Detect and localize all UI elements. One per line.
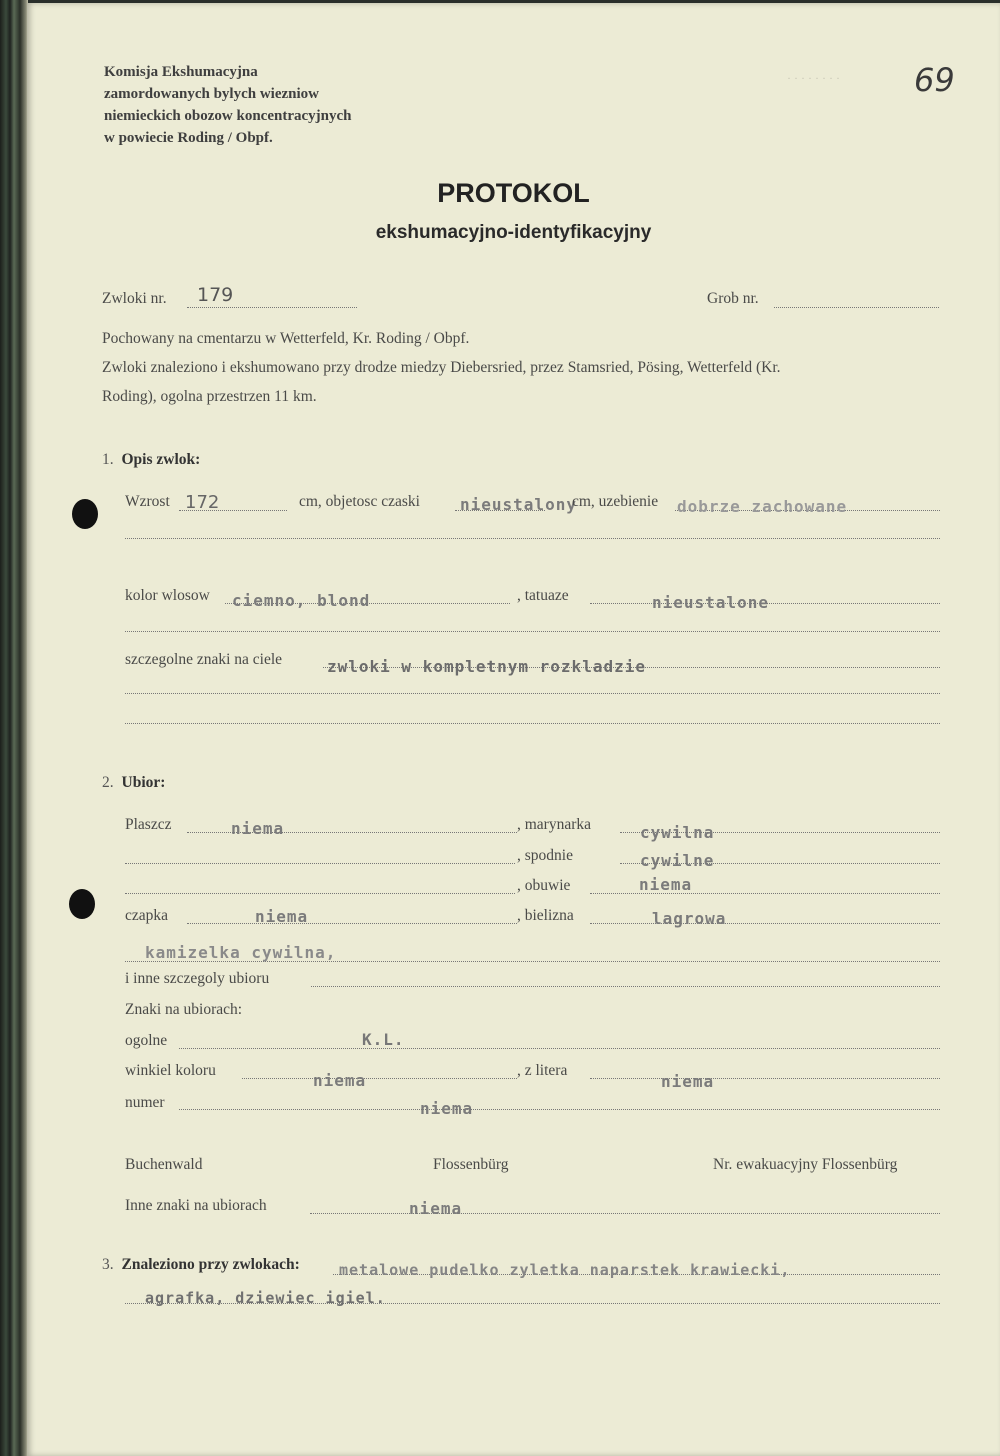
- punch-hole-bottom: [69, 889, 95, 919]
- section1-title: Opis zwlok:: [121, 451, 201, 468]
- czapka-value: niema: [255, 907, 309, 926]
- cm-uzebienie-label: cm, uzebienie: [572, 493, 659, 510]
- intro-line-1: Pochowany na cmentarzu w Wetterfeld, Kr. Roding / Obpf.: [102, 330, 470, 347]
- punch-hole-top: [72, 499, 98, 529]
- znaleziono-line-1: metalowe pudelko zyletka naparstek krawiecki,: [339, 1261, 791, 1279]
- tatuaze-value: nieustalone: [652, 593, 769, 612]
- bielizna-value: lagrowa: [652, 909, 727, 928]
- obuwie-label: , obuwie: [517, 877, 571, 894]
- marynarka-value: cywilna: [640, 823, 715, 842]
- header-line-1: Komisja Ekshumacyjna: [104, 64, 258, 80]
- czapka-field-line: [187, 923, 517, 924]
- inne-znaki-value: niema: [409, 1199, 463, 1218]
- z-litera-field-line: [590, 1078, 940, 1079]
- grob-label: Grob nr.: [707, 290, 759, 307]
- header-block: [104, 61, 351, 149]
- header-line-3: niemieckich obozow koncentracyjnych: [104, 108, 352, 124]
- intro-line-3: Roding), ogolna przestrzen 11 km.: [102, 388, 317, 405]
- header-line-2: zamordowanych bylych wiezniow: [104, 86, 319, 102]
- page-number: 69: [914, 61, 955, 99]
- bleed-through: · · · · · · · ·: [787, 71, 840, 85]
- plaszcz-label: Plaszcz: [125, 816, 172, 833]
- section3-title: Znaleziono przy zwlokach:: [121, 1256, 300, 1273]
- opis-blank-line-1: [125, 538, 940, 539]
- opis-blank-line-4: [125, 723, 940, 724]
- document-page: [27, 3, 1000, 1456]
- zwloki-label: Zwloki nr.: [102, 290, 167, 307]
- bielizna-label: , bielizna: [517, 907, 574, 924]
- ubior-blank-line-2: [125, 893, 515, 894]
- zwloki-field-line: [187, 307, 357, 308]
- inne-znaki-label: Inne znaki na ubiorach: [125, 1197, 267, 1214]
- obuwie-value: niema: [639, 875, 693, 894]
- inne-szczegoly-field-line: [311, 986, 940, 987]
- grob-field-line: [774, 307, 939, 308]
- ubior-blank-line-3: [125, 961, 940, 962]
- winkiel-field-line: [242, 1078, 517, 1079]
- czaszka-value: nieustalony: [460, 495, 577, 514]
- z-litera-label: , z litera: [517, 1062, 568, 1079]
- section1-number: 1.: [102, 451, 114, 468]
- uzebienie-value: dobrze zachowane: [677, 497, 848, 516]
- numer-value: niema: [420, 1099, 474, 1118]
- spodnie-value: cywilne: [640, 851, 715, 870]
- zwloki-value: 179: [197, 284, 234, 306]
- plaszcz-value: niema: [231, 819, 285, 838]
- intro-line-2: Zwloki znaleziono i ekshumowano przy drodze miedzy Diebersried, przez Stamsried, Pösing, Wetterfeld (Kr.: [102, 359, 781, 376]
- section2-number: 2.: [102, 774, 114, 791]
- numer-field-line: [179, 1109, 940, 1110]
- kamizelka-value: kamizelka cywilna,: [145, 943, 337, 962]
- opis-blank-line-2: [125, 631, 940, 632]
- wzrost-label: Wzrost: [125, 493, 170, 510]
- winkiel-koloru-value: niema: [313, 1071, 367, 1090]
- tatuaze-label: , tatuaze: [517, 587, 569, 604]
- buchenwald-label: Buchenwald: [125, 1156, 203, 1173]
- section2-heading: [102, 774, 165, 792]
- scan-edge: [0, 0, 28, 1456]
- flossenburg-label: Flossenbürg: [433, 1156, 509, 1173]
- section2-title: Ubior:: [121, 774, 166, 791]
- znaki-na-ciele-label: szczegolne znaki na ciele: [125, 651, 283, 668]
- z-litera-value: niema: [661, 1072, 715, 1091]
- wzrost-value: 172: [185, 492, 220, 513]
- kolor-wlosow-label: kolor wlosow: [125, 587, 210, 604]
- opis-blank-line-3: [125, 693, 940, 694]
- ogolne-label: ogolne: [125, 1032, 168, 1049]
- winkiel-koloru-label: winkiel koloru: [125, 1062, 216, 1079]
- kolor-wlosow-value: ciemno, blond: [232, 591, 371, 610]
- page-subtitle: ekshumacyjno-identyfikacyjny: [375, 222, 652, 243]
- section3-heading: [102, 1256, 300, 1274]
- inne-znaki-field-line: [310, 1213, 940, 1214]
- inne-szczegoly-label: i inne szczegoly ubioru: [125, 970, 270, 987]
- bielizna-field-line: [590, 923, 940, 924]
- ogolne-value: K.L.: [362, 1030, 405, 1049]
- znaleziono-line-2: agrafka, dziewiec igiel.: [145, 1289, 386, 1307]
- znaki-na-ciele-value: zwloki w kompletnym rozkladzie: [327, 657, 646, 676]
- spodnie-label: , spodnie: [517, 847, 573, 864]
- czapka-label: czapka: [125, 907, 169, 924]
- section1-heading: [102, 451, 200, 469]
- header-line-4: w powiecie Roding / Obpf.: [104, 130, 273, 146]
- ogolne-field-line: [179, 1048, 940, 1049]
- znaki-na-ubiorach-label: Znaki na ubiorach:: [125, 1001, 243, 1018]
- numer-label: numer: [125, 1094, 165, 1111]
- cm-czaszka-label: cm, objetosc czaski: [299, 493, 420, 510]
- marynarka-label: , marynarka: [517, 816, 592, 833]
- page-title: PROTOKOL: [437, 178, 590, 208]
- ewakuacyjny-label: Nr. ewakuacyjny Flossenbürg: [713, 1156, 898, 1173]
- section3-number: 3.: [102, 1256, 114, 1273]
- ubior-blank-line-1: [125, 863, 515, 864]
